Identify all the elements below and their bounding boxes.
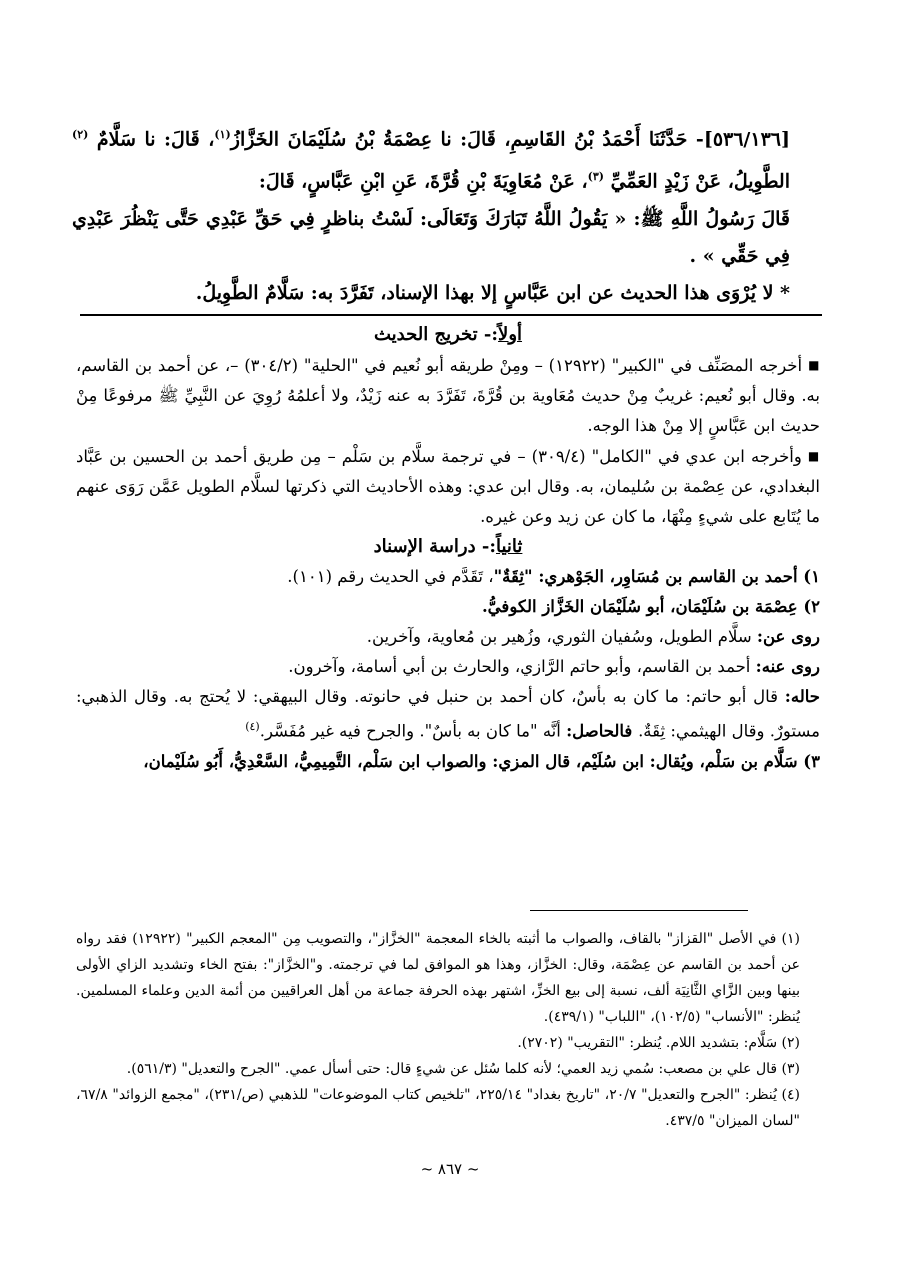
footnote-ref-3[interactable]: (٣) — [587, 170, 604, 184]
narrator-1 — [76, 562, 820, 592]
rawa-an-text: سلَّام الطويل، وسُفيان الثوري، وزُهير بن مُعاوية، وآخرين. — [366, 627, 757, 646]
haluh-text-1: قال أبو حاتم: ما كان به بأسٌ، كان أحمد بن حنبل في حانوته. وقال البيهقي: لا يُحتج به. وقال الذهبي: مستورٌ. وقال الهيثمي: ثِقَةٌ. — [76, 687, 820, 741]
isnad-part-3: الطَّوِيلُ، عَنْ زَيْدٍ العَمِّيِّ — [610, 170, 790, 193]
takhrij-paragraph-2-text: وأخرجه ابن عدي في "الكامل" (٣٠٩/٤) – في ترجمة سلَّام بن سَلْم – مِن طريق أحمد بن الحسين بن عَبَّاد البغدادي، عن عِصْمة بن سُليمان، به. وقال ابن عدي: وهذه الأحاديث التي ذكرتها لسلَّام الطويل عَمَّن رَوَى عنهم ما يُتَابع على شيءٍ مِنْهَا، ما كان عن زيد وعن غيره. — [76, 447, 820, 526]
page-number: ~ ٨٦٧ ~ — [420, 1160, 480, 1178]
heading-text: :- تخريج الحديث — [373, 324, 499, 345]
haluh-label: حاله: — [784, 687, 820, 706]
narrator-1-name: ١) أحمد بن القاسم بن مُسَاوِر، الجَوْهري: — [538, 567, 820, 586]
section-heading-isnad — [76, 532, 820, 562]
rawa-anhu-text: أحمد بن القاسم، وأبو حاتم الرَّازي، والحارث بن أبي أسامة، وآخرون. — [288, 657, 756, 676]
rawa-an-label: روى عن: — [756, 627, 820, 646]
footnote-4: (٤) يُنظر: "الجرح والتعديل" ٢٠/٧، "تاريخ بغداد" ٢٢٥/١٤، "تلخيص كتاب الموضوعات" للذهبي (ص/٢٣١)، "مجمع الزوائد" ٦٧/٨، "لسان الميزان" ٤٣٧/٥. — [76, 1087, 800, 1129]
footnote-1: (١) في الأصل "القزاز" بالقاف، والصواب ما أثبته بالخاء المعجمة "الخزَّاز"، والتصويب مِن "المعجم الكبير" (١٢٩٢٢) فقد رواه عن أحمد بن القاسم عن عِصْمَة، وقال: الخزَّاز، وهذا هو الموافق لما في ترجمته. و"الخزَّاز": بفتح الخاء وتشديد الزاي الأولى بينها وبين الزَّاي الثَّانِيَة ألف، نسبة إلى بيع الخزِّ، اشتهر بهذه الحرفة جماعة من أهل العراقيين من أئمة الدين وعلماء المسلمين. يُنظر: "الأنساب" (١٠٢/٥)، "اللباب" (٤٣٩/١). — [76, 931, 801, 1025]
hadith-isnad — [72, 116, 790, 201]
footnote-2: (٢) سَلَّام: بتشديد اللام. يُنظر: "التقريب" (٢٧٠٢). — [517, 1035, 800, 1051]
haluh-result-label: فالحاصل: — [566, 721, 639, 741]
narrator-2-name: ٢) عِصْمَة بن سُلَيْمَان، أبو سُلَيْمَان الخَزَّاز الكوفيُّ. — [481, 597, 820, 616]
haluh-text-2: أنَّه "ما كان به بأسٌ". والجرح فيه غير مُفَسَّر. — [259, 721, 567, 741]
section-heading-takhrij — [76, 320, 820, 350]
heading-label: أولاً — [498, 324, 523, 345]
hadith-block — [72, 116, 790, 312]
takhrij-paragraph-1-text: أخرجه المصَنِّف في "الكبير" (١٢٩٢٢) – ومِنْ طريقه أبو نُعيم في "الحلية" (٣٠٤/٢) –، عن أحمد بن القاسم، به. وقال أبو نُعيم: غريبٌ مِنْ حديث مُعَاوية بن قُرَّةَ، تَفَرَّدَ به عنه زَيْدٌ، ولا أعلمُهُ رُوِيَ عن النَّبِيِّ ﷺ مرفوعًا مِنْ حديث ابن عَبَّاسٍ إلا مِنْ هذا الوجه. — [76, 356, 820, 435]
narrator-1-note: ، تَقَدَّم في الحديث رقم (١٠١). — [287, 567, 494, 586]
rawa-anhu-label: روى عنه: — [755, 657, 820, 676]
isnad-part-4: ، عَنْ مُعَاوِيَةَ بْنِ قُرَّةَ، عَنِ ابْنِ عَبَّاسٍ، قَالَ: — [258, 170, 588, 193]
footnote-3: (٣) قال علي بن مصعب: سُمي زيد العمي؛ لأنه كلما سُئل عن شيءٍ قال: حتى أسأل عمي. "الجرح والتعديل" (٥٦١/٣). — [126, 1061, 800, 1077]
isnad-part-2: ، قَالَ: نا سَلَّامٌ — [96, 128, 215, 151]
footnote-ref-2[interactable]: (٢) — [72, 128, 89, 141]
bullet-square-icon: ■ — [807, 449, 821, 463]
section-divider — [80, 314, 822, 316]
main-body — [76, 320, 820, 777]
isnad-part-1: [٥٣٦/١٣٦]- حَدَّثَنَا أَحْمَدُ بْنُ القَاسِمِ، قَالَ: نا عِصْمَةُ بْنُ سُلَيْمَانَ الخَزَّازُ — [230, 128, 790, 151]
footnote-ref-1[interactable]: (١) — [214, 128, 231, 141]
footnote-ref-4[interactable]: (٤) — [245, 720, 260, 733]
hadith-tafarrud-note: * لا يُرْوَى هذا الحديث عن ابن عَبَّاسٍ إلا بهذا الإسناد، تَفَرَّدَ به: سَلَّامٌ الطَّوِيلُ. — [195, 281, 790, 304]
narrator-3-name: ٣) سَلَّام بن سَلْم، ويُقال: ابن سُلَيْم، قال المزي: والصواب ابن سَلْم، التَّمِيمِيُّ، السَّعْدِيُّ، أَبُو سُلَيْمان، — [143, 751, 820, 771]
narrator-2-students — [76, 652, 820, 682]
heading-label: ثانياً — [495, 536, 523, 557]
heading-text: :- دراسة الإسناد — [373, 536, 496, 557]
hadith-matn: قَالَ رَسُولُ اللَّهِ ﷺ: « يَقُولُ اللَّهُ تَبَارَكَ وَتَعَالَى: لَسْتُ بناظرٍ فِي حَقِّ عَبْدِي حَتَّى يَنْظُرَ عَبْدِي فِي حَقِّي » . — [72, 207, 790, 267]
narrator-1-grade: "ثِقَةٌ" — [493, 567, 539, 586]
takhrij-paragraph-2 — [76, 441, 820, 532]
takhrij-paragraph-1 — [76, 350, 820, 441]
footnote-separator — [530, 910, 748, 911]
footnotes — [76, 926, 820, 1134]
narrator-2-teachers — [76, 622, 820, 652]
narrator-2-status — [76, 682, 820, 747]
bullet-square-icon: ■ — [808, 358, 820, 372]
